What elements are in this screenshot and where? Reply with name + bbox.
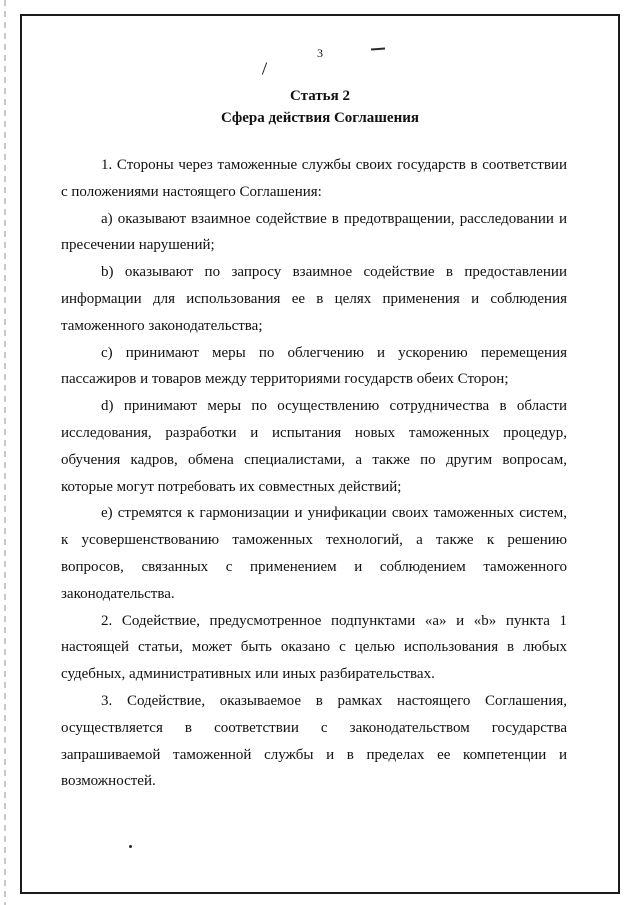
scan-left-edge — [4, 0, 6, 905]
paragraph-subclause-b: b) оказывают по запросу взаимное содействие в предоставлении информации для использования ее в целях применения и соблюдения таможенного законодательства; — [61, 264, 567, 334]
article-number: Статья 2 — [290, 88, 350, 104]
article-body — [61, 152, 567, 795]
paragraph-clause-2: 2. Содействие, предусмотренное подпунктами «а» и «b» пункта 1 настоящей статьи, может быть оказано с целью использования в любых судебных, административных или иных разбирательствах. — [61, 612, 567, 683]
paragraph-clause-3: 3. Содействие, оказываемое в рамках настоящего Соглашения, осуществляется в соответствии с законодательством государства запрашиваемой таможенной службы и в пределах ее компетенции и возможностей. — [61, 692, 567, 790]
page-number: 3 — [317, 46, 323, 60]
article-title: Сфера действия Соглашения — [220, 110, 419, 126]
paragraph-subclause-e: e) стремятся к гармонизации и унификации своих таможенных систем, к усовершенствованию таможенных технологий, а также к решению вопросов, связанных с применением и соблюдением таможенного законодательства. — [61, 505, 567, 602]
paragraph-clause-1: 1. Стороны через таможенные службы своих государств в соответствии с положениями настоящего Соглашения: — [61, 157, 567, 200]
paragraph-subclause-c: c) принимают меры по облегчению и ускорению перемещения пассажиров и товаров между территориями государств обеих Сторон; — [61, 344, 567, 388]
scan-mark — [129, 845, 132, 848]
paragraph-subclause-a: а) оказывают взаимное содействие в предотвращении, расследовании и пресечении нарушений; — [61, 210, 567, 254]
paragraph-subclause-d: d) принимают меры по осуществлению сотрудничества в области исследования, разработки и испытания новых таможенных процедур, обучения кадров, обмена специалистами, а также по другим вопросам, которые могут потребовать их совместных действий; — [61, 398, 567, 495]
